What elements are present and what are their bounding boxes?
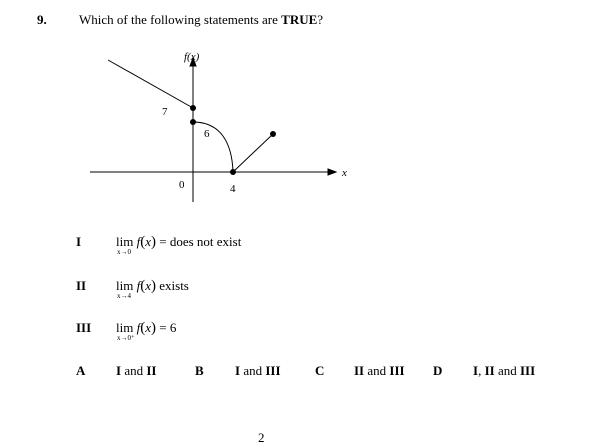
page-number: 2: [258, 430, 265, 445]
statement: [116, 278, 189, 300]
option-letter: B: [195, 363, 204, 378]
y-axis-label: f(x): [184, 51, 200, 63]
question-text-end: ?: [317, 12, 324, 27]
limit-operator: [116, 320, 135, 342]
statement-text: exists: [159, 278, 189, 293]
option-text: I and III: [235, 363, 281, 378]
close-paren: ): [151, 320, 156, 336]
option-text: II and III: [354, 363, 405, 378]
point-4-0: [230, 169, 236, 175]
function-name: f: [136, 234, 141, 249]
point-0-7: [190, 105, 196, 111]
open-paren: (: [140, 234, 146, 250]
statement-label: II: [76, 278, 87, 293]
variable: x: [145, 320, 151, 335]
statement-label: III: [76, 320, 92, 335]
question-text: [79, 12, 323, 28]
variable: x: [145, 278, 151, 293]
question-text-start: Which of the following statements are: [79, 12, 282, 27]
function-name: f: [136, 278, 141, 293]
statement: [116, 234, 242, 256]
question-text-emphasis: TRUE: [281, 12, 318, 27]
variable: x: [145, 234, 151, 249]
close-paren: ): [151, 278, 156, 294]
limit-operator: [116, 234, 134, 256]
origin-label: 0: [179, 179, 185, 191]
point-0-6: [190, 119, 196, 125]
left-segment: [108, 60, 193, 108]
limit-word: lim: [116, 320, 134, 335]
option-text: I and II: [116, 363, 157, 378]
option-letter: D: [433, 363, 443, 378]
option-letter: A: [76, 363, 86, 378]
question-number: 9.: [37, 12, 47, 27]
statement: [116, 320, 177, 342]
limit-word: lim: [116, 234, 134, 249]
right-segment: [233, 134, 273, 172]
quarter-arc: [193, 122, 233, 172]
x-axis-label: x: [342, 167, 347, 179]
label-seven: 7: [162, 106, 168, 118]
option-text: I, II and III: [473, 363, 536, 378]
limit-subscript: x→0⁺: [117, 334, 135, 342]
statement-text: = 6: [159, 320, 177, 335]
limit-word: lim: [116, 278, 134, 293]
function-name: f: [136, 320, 141, 335]
label-six: 6: [204, 128, 210, 140]
statement-text: = does not exist: [159, 234, 242, 249]
statement-label: I: [76, 234, 82, 249]
label-four: 4: [230, 183, 236, 195]
right-endpoint: [270, 131, 276, 137]
close-paren: ): [151, 234, 156, 250]
open-paren: (: [140, 320, 146, 336]
open-paren: (: [140, 278, 146, 294]
function-graph: [80, 42, 370, 212]
limit-subscript: x→4: [117, 292, 131, 300]
x-axis-arrow: [328, 169, 336, 175]
limit-subscript: x→0: [117, 248, 131, 256]
option-letter: C: [315, 363, 325, 378]
limit-operator: [116, 278, 134, 300]
